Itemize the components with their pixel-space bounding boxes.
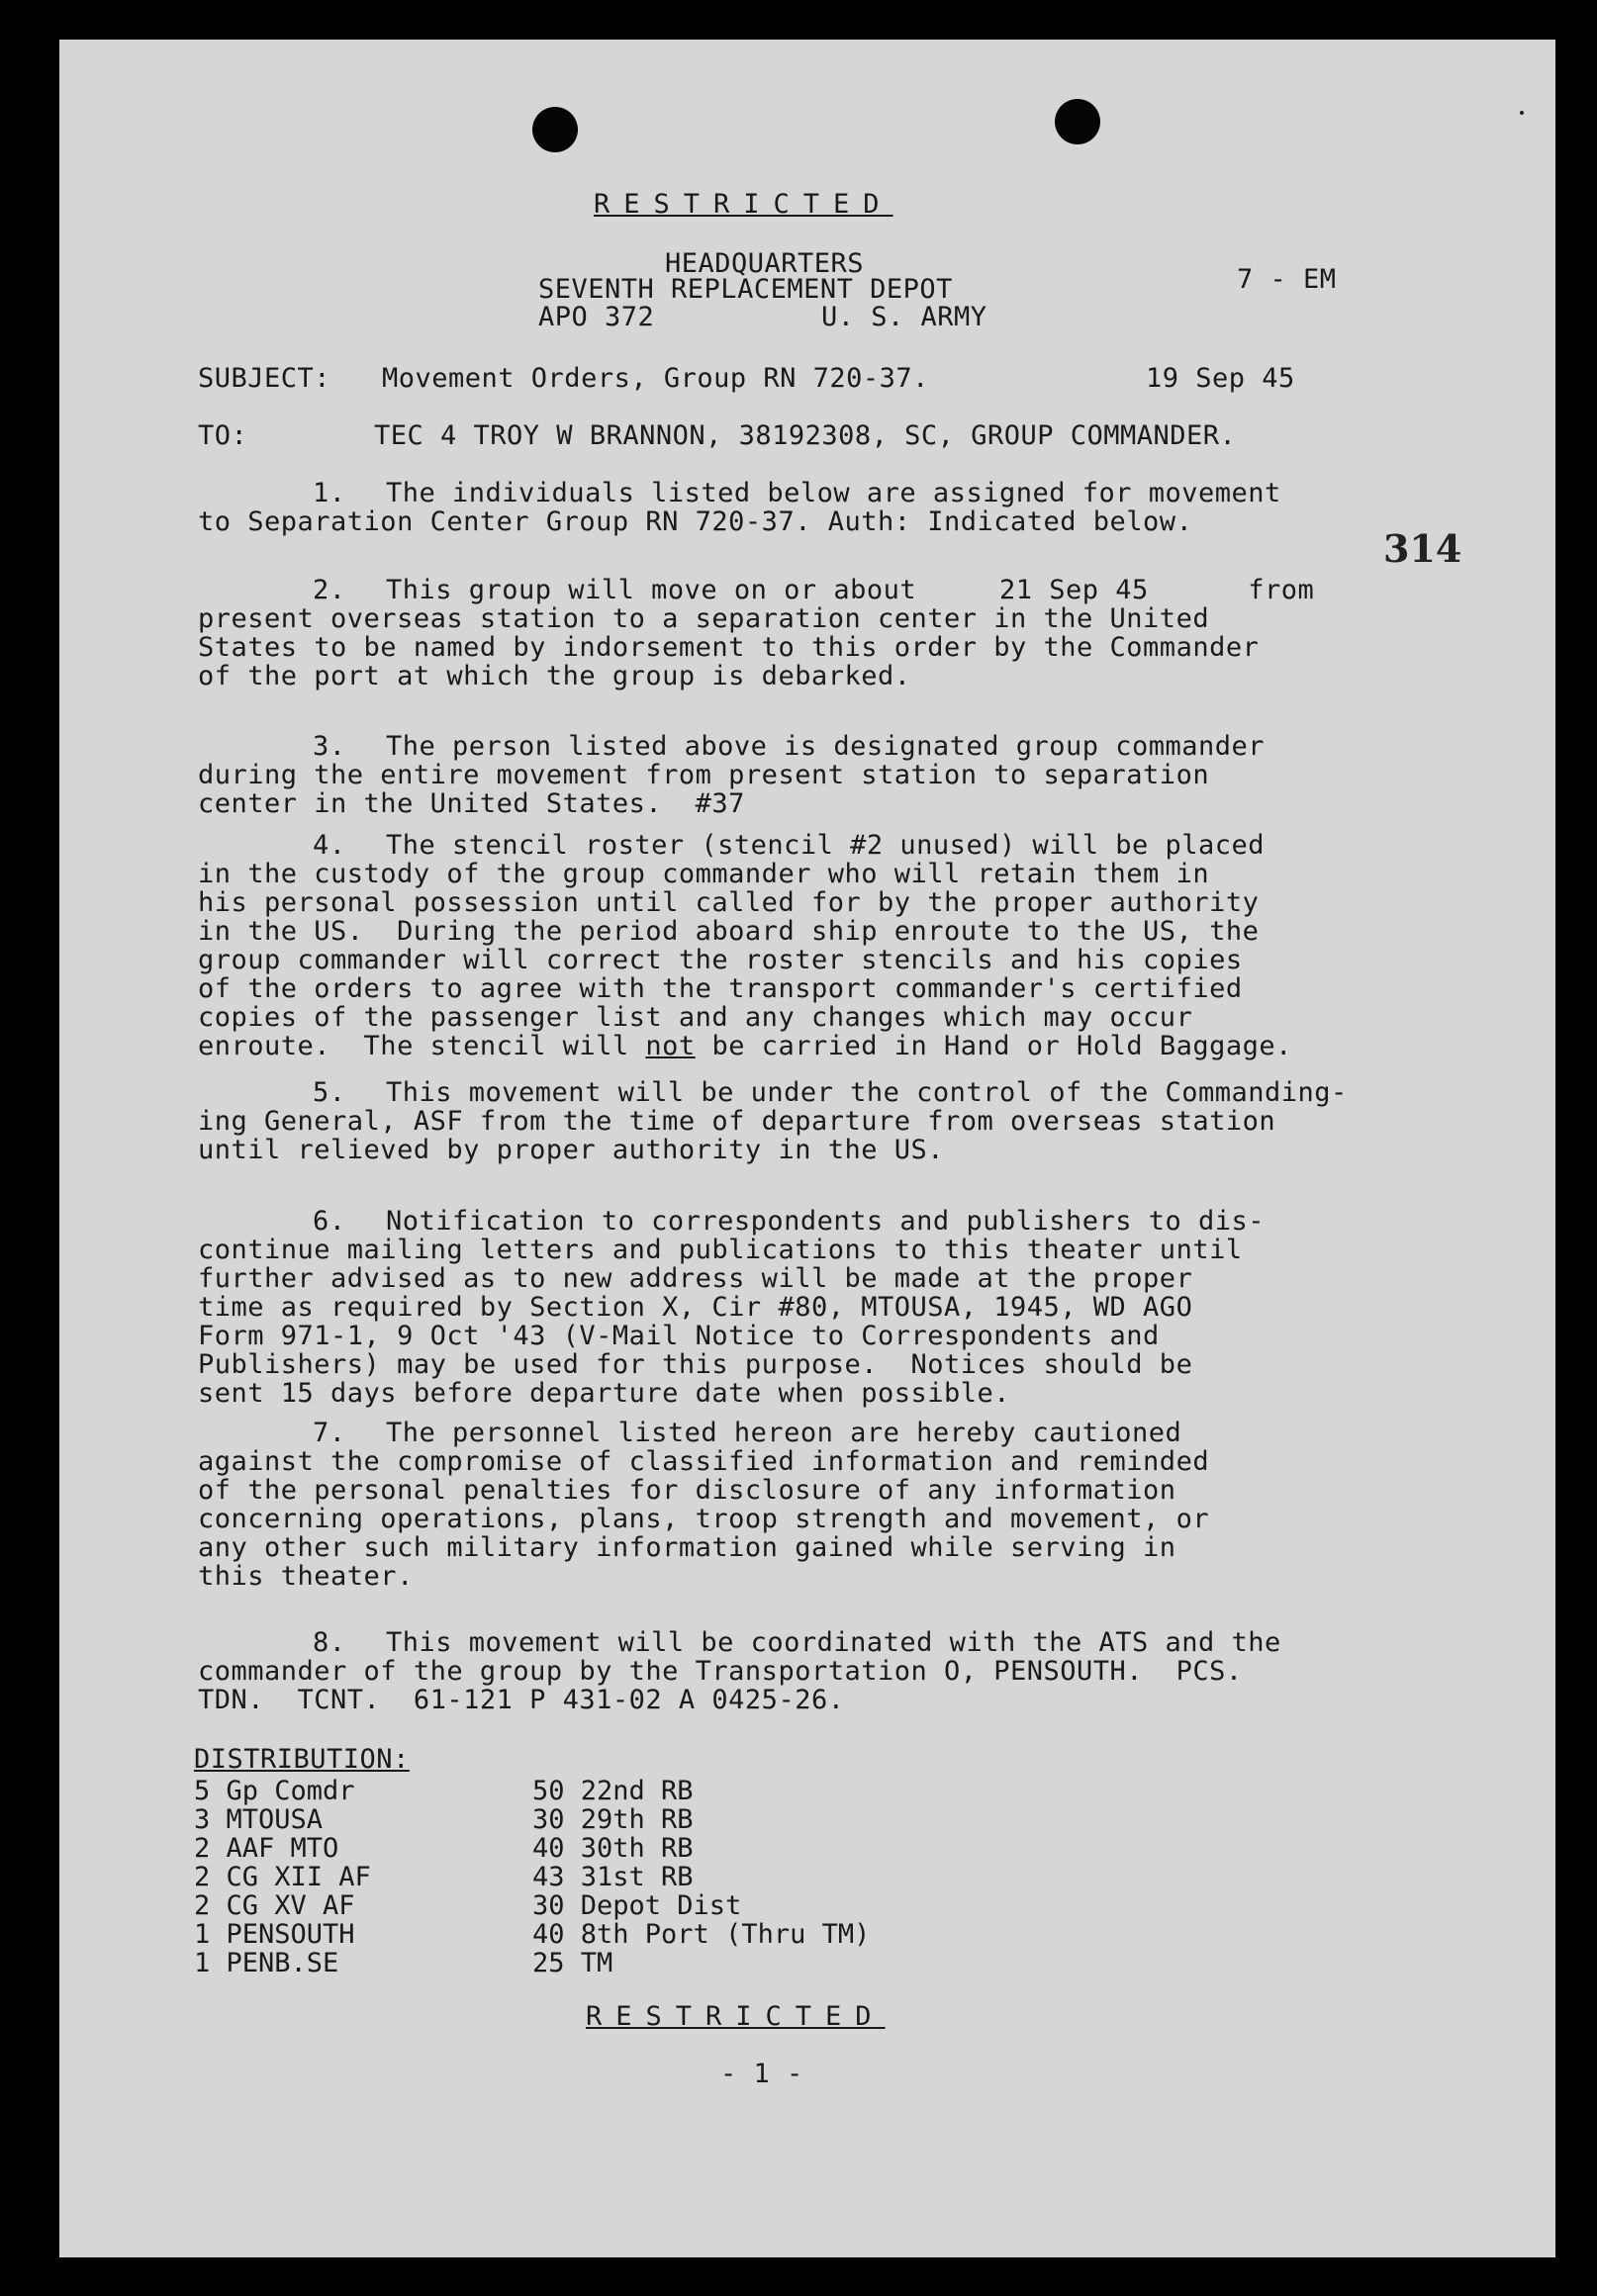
distribution-right-entry: 43 31st RB (532, 1862, 694, 1892)
paragraph-line: any other such military information gained while serving in (198, 1532, 1176, 1563)
distribution-right-entry: 50 22nd RB (532, 1776, 694, 1806)
paragraph-line: this theater. (198, 1561, 414, 1592)
distribution-left-entry: 1 PENSOUTH (194, 1919, 355, 1950)
distribution-right-entry: 40 8th Port (Thru TM) (532, 1919, 871, 1950)
paragraph-line: The personnel listed hereon are hereby cautioned (386, 1418, 1182, 1448)
paragraph-line: sent 15 days before departure date when possible. (198, 1378, 1011, 1409)
paragraph-line: copies of the passenger list and any changes which may occur (198, 1002, 1193, 1033)
distribution-right-entry: 25 TM (532, 1948, 613, 1978)
emphasis-not: not (645, 1031, 696, 1061)
classification-bottom: RESTRICTED (586, 2001, 886, 2032)
paragraph-number: 6. (313, 1206, 346, 1237)
paragraph-line: States to be named by indorsement to this order by the Commander (198, 632, 1260, 663)
page-stamp-number: 314 (1383, 526, 1462, 571)
paragraph-line: commander of the group by the Transportation O, PENSOUTH. PCS. (198, 1656, 1243, 1687)
subject-date: 19 Sep 45 (1146, 363, 1295, 394)
distribution-left-entry: 2 AAF MTO (194, 1833, 339, 1864)
paragraph-line: in the custody of the group commander who will retain them in (198, 859, 1210, 889)
distribution-right-entry: 30 Depot Dist (532, 1890, 742, 1921)
paragraph-line: center in the United States. #37 (198, 788, 745, 819)
apo-line: APO 372 (538, 302, 655, 332)
paragraph-line: The person listed above is designated group commander (386, 731, 1266, 762)
paragraph-line: concerning operations, plans, troop strength and movement, or (198, 1504, 1210, 1534)
to-text: TEC 4 TROY W BRANNON, 38192308, SC, GROUP COMMANDER. (374, 420, 1237, 451)
paragraph-line: This movement will be under the control of the Commanding- (386, 1077, 1348, 1108)
distribution-title: DISTRIBUTION: (194, 1744, 410, 1775)
paragraph-number: 3. (313, 731, 346, 762)
paragraph-line: of the personal penalties for disclosure of any information (198, 1475, 1176, 1506)
paragraph-line: The stencil roster (stencil #2 unused) will be placed (386, 830, 1266, 861)
file-code: 7 - EM (1237, 264, 1337, 295)
paragraph-number: 4. (313, 830, 346, 861)
distribution-right-entry: 30 29th RB (532, 1804, 694, 1835)
paragraph-line: enroute. The stencil will not be carried in Hand or Hold Baggage. (198, 1031, 1292, 1061)
document-page (59, 40, 1555, 2257)
speck-mark (1520, 111, 1524, 115)
paragraph-line: in the US. During the period aboard ship enroute to the US, the (198, 916, 1260, 947)
paragraph-number: 8. (313, 1627, 346, 1658)
paragraph-line: to Separation Center Group RN 720-37. Auth: Indicated below. (198, 506, 1193, 537)
paragraph-line: This group will move on or about 21 Sep 45 from (386, 575, 1315, 605)
distribution-left-entry: 2 CG XII AF (194, 1862, 371, 1892)
to-label: TO: (198, 420, 248, 451)
distribution-right-entry: 40 30th RB (532, 1833, 694, 1864)
paragraph-line: of the port at which the group is debarked. (198, 661, 911, 691)
army-line: U. S. ARMY (821, 302, 987, 332)
distribution-left-entry: 3 MTOUSA (194, 1804, 324, 1835)
paragraph-line: group commander will correct the roster stencils and his copies (198, 945, 1243, 975)
paragraph-line: Form 971-1, 9 Oct '43 (V-Mail Notice to Correspondents and (198, 1321, 1160, 1351)
paragraph-line: against the compromise of classified information and reminded (198, 1446, 1210, 1477)
paragraph-number: 5. (313, 1077, 346, 1108)
paragraph-line: of the orders to agree with the transport commander's certified (198, 973, 1243, 1004)
paragraph-line: further advised as to new address will be made at the proper (198, 1263, 1193, 1294)
paragraph-number: 2. (313, 575, 346, 605)
paragraph-line: continue mailing letters and publications to this theater until (198, 1235, 1243, 1265)
paragraph-line: TDN. TCNT. 61-121 P 431-02 A 0425-26. (198, 1685, 845, 1715)
paragraph-line: Publishers) may be used for this purpose. Notices should be (198, 1349, 1193, 1380)
paragraph-line: ing General, ASF from the time of departure from overseas station (198, 1106, 1276, 1137)
paragraph-line: his personal possession until called for by the proper authority (198, 887, 1260, 918)
punch-hole-left (532, 107, 578, 152)
distribution-left-entry: 2 CG XV AF (194, 1890, 355, 1921)
paragraph-line: until relieved by proper authority in the US. (198, 1135, 944, 1165)
distribution-left-entry: 5 Gp Comdr (194, 1776, 355, 1806)
paragraph-line: Notification to correspondents and publishers to dis- (386, 1206, 1266, 1237)
distribution-left-entry: 1 PENB.SE (194, 1948, 339, 1978)
punch-hole-right (1055, 99, 1100, 144)
page-number: - 1 - (720, 2059, 803, 2089)
paragraph-line: time as required by Section X, Cir #80, MTOUSA, 1945, WD AGO (198, 1292, 1193, 1323)
paragraph-line: during the entire movement from present station to separation (198, 760, 1210, 790)
paragraph-number: 7. (313, 1418, 346, 1448)
classification-top: RESTRICTED (594, 189, 893, 220)
paragraph-line: The individuals listed below are assigned for movement (386, 478, 1281, 508)
paragraph-line: present overseas station to a separation center in the United (198, 603, 1210, 634)
org-line-headquarters: HEADQUARTERS (665, 248, 865, 279)
paragraph-line: This movement will be coordinated with the ATS and the (386, 1627, 1281, 1658)
subject-text: Movement Orders, Group RN 720-37. (382, 363, 929, 394)
paragraph-number: 1. (313, 478, 346, 508)
subject-label: SUBJECT: (198, 363, 331, 394)
org-line-depot: SEVENTH REPLACEMENT DEPOT (538, 274, 953, 305)
